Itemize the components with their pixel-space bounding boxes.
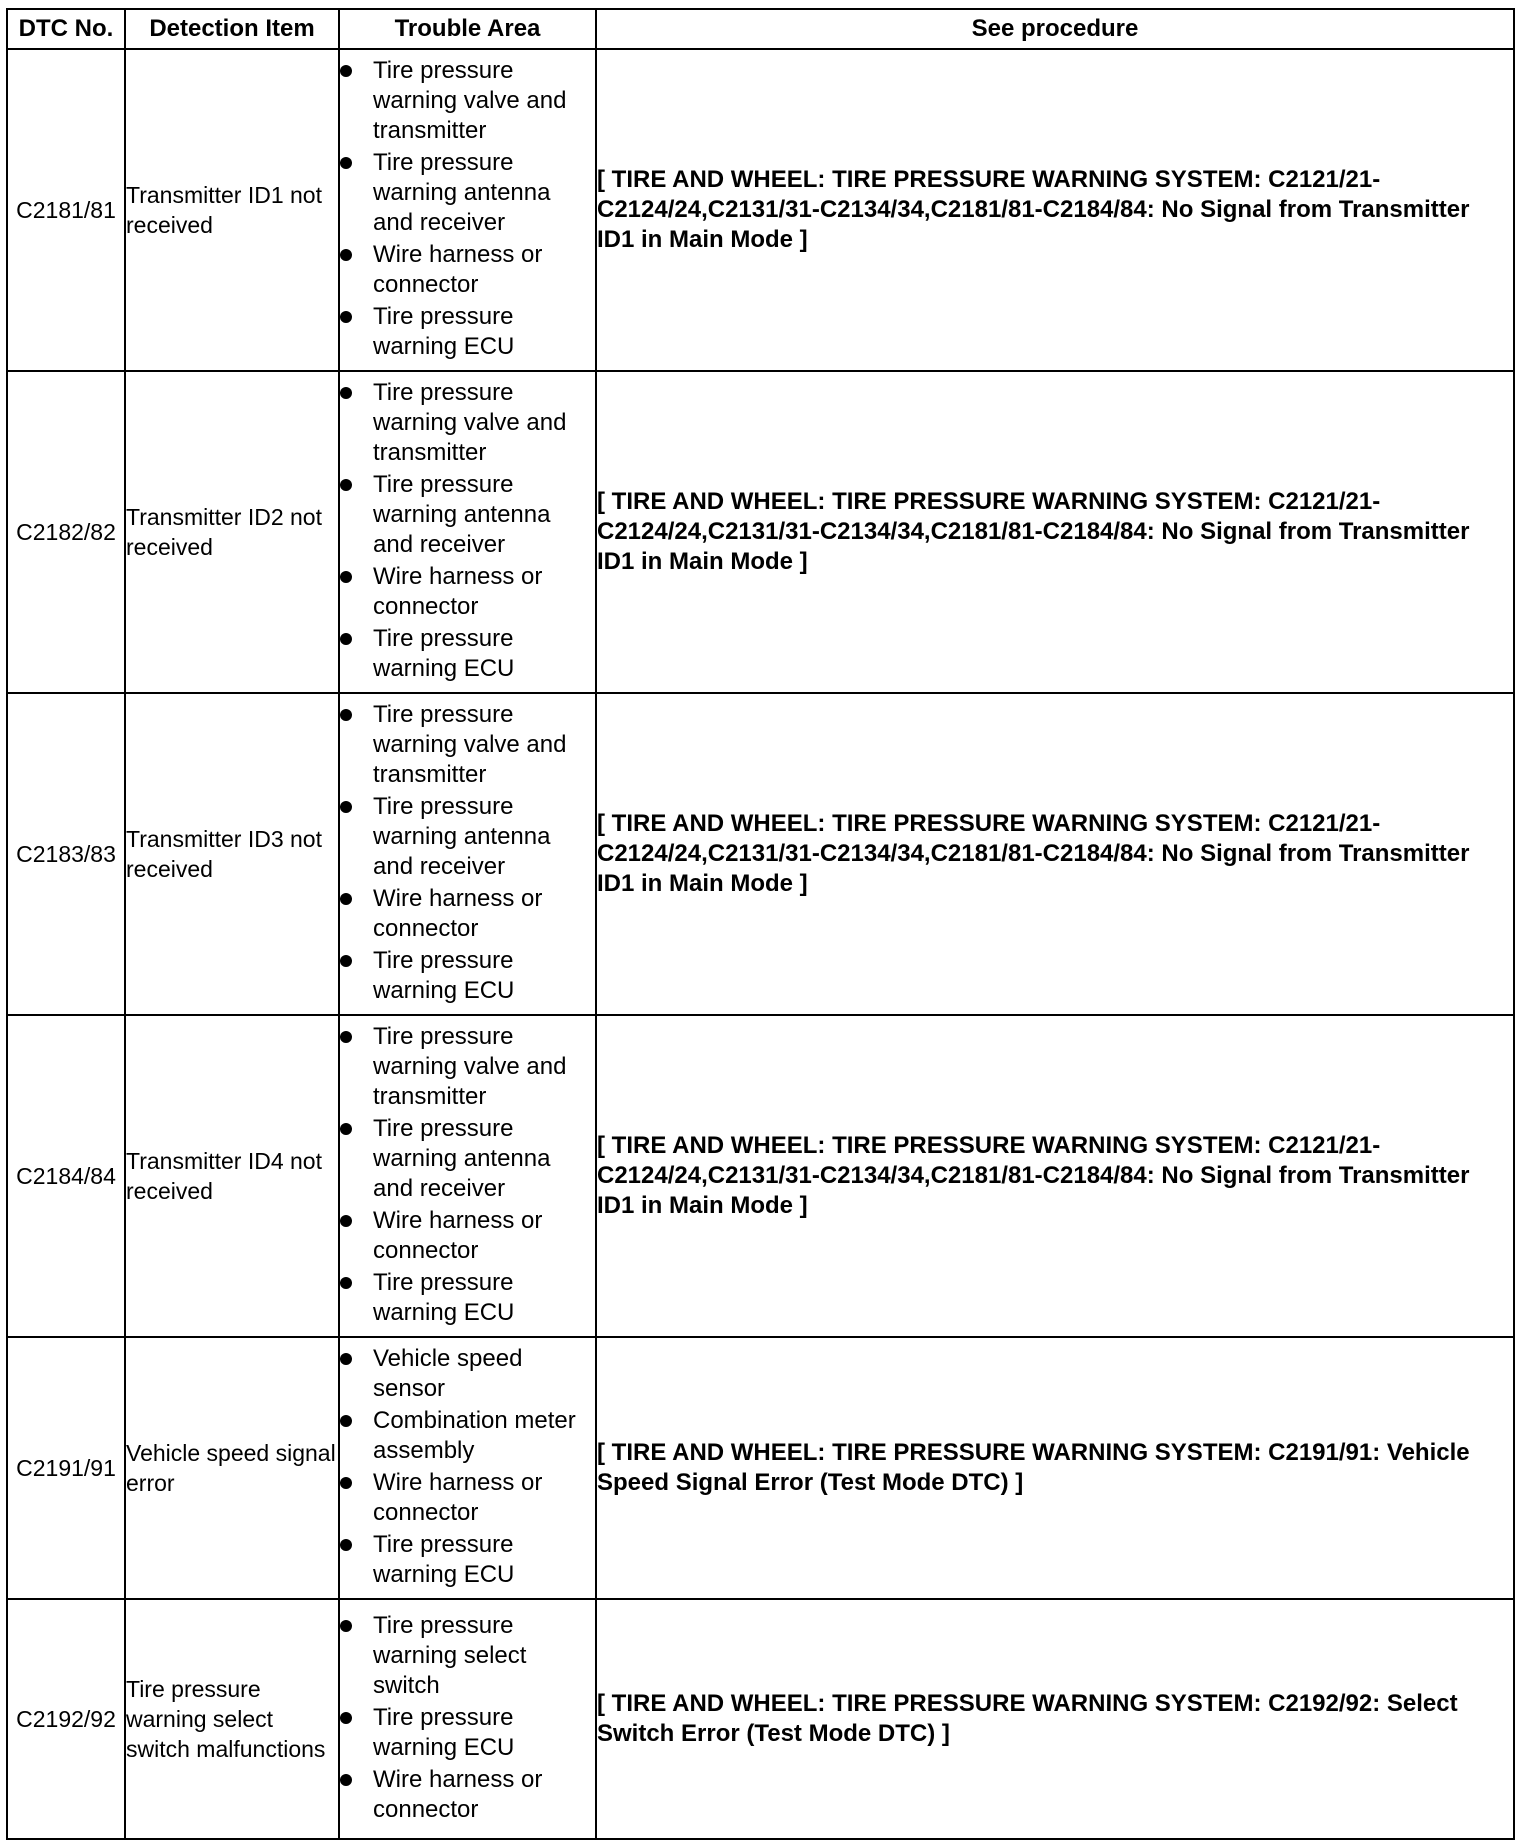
trouble-area-item: Wire harness or connector bbox=[340, 884, 595, 944]
procedure-link: [ TIRE AND WHEEL: TIRE PRESSURE WARNING SYSTEM: C2191/91: Vehicle Speed Signal Error (Test Mode DTC) ] bbox=[596, 1337, 1514, 1599]
bullet-icon bbox=[340, 65, 352, 77]
trouble-area-item: Tire pressure warning ECU bbox=[340, 1268, 595, 1328]
trouble-area bbox=[339, 693, 596, 1015]
trouble-area-item: Tire pressure warning ECU bbox=[340, 624, 595, 684]
bullet-icon bbox=[340, 893, 352, 905]
dtc-table bbox=[6, 8, 1515, 1840]
dtc-code: C2192/92 bbox=[7, 1599, 125, 1839]
table-row bbox=[7, 1015, 1514, 1337]
detection-item: Transmitter ID3 not received bbox=[125, 693, 339, 1015]
bullet-icon bbox=[340, 479, 352, 491]
trouble-area-item: Tire pressure warning ECU bbox=[340, 1703, 595, 1763]
bullet-icon bbox=[340, 1477, 352, 1489]
bullet-icon bbox=[340, 633, 352, 645]
bullet-icon bbox=[340, 387, 352, 399]
trouble-area-item: Wire harness or connector bbox=[340, 1765, 595, 1825]
procedure-link: [ TIRE AND WHEEL: TIRE PRESSURE WARNING SYSTEM: C2121/21-C2124/24,C2131/31-C2134/34,C2181/81-C2184/84: No Signal from Transmitter ID1 in Main Mode ] bbox=[596, 1015, 1514, 1337]
bullet-icon bbox=[340, 1215, 352, 1227]
bullet-icon bbox=[340, 1123, 352, 1135]
trouble-area-item: Wire harness or connector bbox=[340, 1206, 595, 1266]
trouble-area bbox=[339, 49, 596, 371]
trouble-area-item: Tire pressure warning antenna and receiver bbox=[340, 470, 595, 560]
bullet-icon bbox=[340, 801, 352, 813]
bullet-icon bbox=[340, 1277, 352, 1289]
dtc-code: C2181/81 bbox=[7, 49, 125, 371]
trouble-area-item: Tire pressure warning ECU bbox=[340, 946, 595, 1006]
bullet-icon bbox=[340, 1031, 352, 1043]
table-row bbox=[7, 371, 1514, 693]
bullet-icon bbox=[340, 1774, 352, 1786]
dtc-code: C2183/83 bbox=[7, 693, 125, 1015]
detection-item: Transmitter ID2 not received bbox=[125, 371, 339, 693]
trouble-area-item: Tire pressure warning antenna and receiver bbox=[340, 1114, 595, 1204]
dtc-code: C2182/82 bbox=[7, 371, 125, 693]
trouble-area-item: Tire pressure warning antenna and receiver bbox=[340, 792, 595, 882]
trouble-area-item: Combination meter assembly bbox=[340, 1406, 595, 1466]
trouble-area-item: Tire pressure warning valve and transmitter bbox=[340, 700, 595, 790]
header-trouble-area: Trouble Area bbox=[339, 9, 596, 49]
trouble-area bbox=[339, 1337, 596, 1599]
header-detection-item: Detection Item bbox=[125, 9, 339, 49]
bullet-icon bbox=[340, 1539, 352, 1551]
dtc-code: C2191/91 bbox=[7, 1337, 125, 1599]
detection-item: Transmitter ID4 not received bbox=[125, 1015, 339, 1337]
bullet-icon bbox=[340, 955, 352, 967]
trouble-area-item: Tire pressure warning valve and transmitter bbox=[340, 56, 595, 146]
bullet-icon bbox=[340, 1620, 352, 1632]
trouble-area-item: Wire harness or connector bbox=[340, 240, 595, 300]
procedure-link: [ TIRE AND WHEEL: TIRE PRESSURE WARNING SYSTEM: C2121/21-C2124/24,C2131/31-C2134/34,C2181/81-C2184/84: No Signal from Transmitter ID1 in Main Mode ] bbox=[596, 49, 1514, 371]
procedure-link: [ TIRE AND WHEEL: TIRE PRESSURE WARNING SYSTEM: C2192/92: Select Switch Error (Test Mode DTC) ] bbox=[596, 1599, 1514, 1839]
bullet-icon bbox=[340, 249, 352, 261]
trouble-area-item: Tire pressure warning valve and transmitter bbox=[340, 378, 595, 468]
trouble-area-item: Tire pressure warning antenna and receiver bbox=[340, 148, 595, 238]
bullet-icon bbox=[340, 1353, 352, 1365]
trouble-area-item: Tire pressure warning ECU bbox=[340, 302, 595, 362]
trouble-area-item: Vehicle speed sensor bbox=[340, 1344, 595, 1404]
table-row bbox=[7, 693, 1514, 1015]
bullet-icon bbox=[340, 157, 352, 169]
bullet-icon bbox=[340, 1712, 352, 1724]
trouble-area bbox=[339, 371, 596, 693]
detection-item: Transmitter ID1 not received bbox=[125, 49, 339, 371]
trouble-area-item: Tire pressure warning ECU bbox=[340, 1530, 595, 1590]
detection-item: Tire pressure warning select switch malfunctions bbox=[125, 1599, 339, 1839]
trouble-area bbox=[339, 1015, 596, 1337]
dtc-code: C2184/84 bbox=[7, 1015, 125, 1337]
table-header-row bbox=[7, 9, 1514, 49]
trouble-area-item: Wire harness or connector bbox=[340, 562, 595, 622]
table-row bbox=[7, 49, 1514, 371]
bullet-icon bbox=[340, 1415, 352, 1427]
procedure-link: [ TIRE AND WHEEL: TIRE PRESSURE WARNING SYSTEM: C2121/21-C2124/24,C2131/31-C2134/34,C2181/81-C2184/84: No Signal from Transmitter ID1 in Main Mode ] bbox=[596, 371, 1514, 693]
trouble-area-item: Tire pressure warning valve and transmitter bbox=[340, 1022, 595, 1112]
detection-item: Vehicle speed signal error bbox=[125, 1337, 339, 1599]
procedure-link: [ TIRE AND WHEEL: TIRE PRESSURE WARNING SYSTEM: C2121/21-C2124/24,C2131/31-C2134/34,C2181/81-C2184/84: No Signal from Transmitter ID1 in Main Mode ] bbox=[596, 693, 1514, 1015]
bullet-icon bbox=[340, 311, 352, 323]
bullet-icon bbox=[340, 709, 352, 721]
trouble-area-item: Wire harness or connector bbox=[340, 1468, 595, 1528]
header-dtc-no: DTC No. bbox=[7, 9, 125, 49]
table-row bbox=[7, 1337, 1514, 1599]
table-row bbox=[7, 1599, 1514, 1839]
trouble-area bbox=[339, 1599, 596, 1839]
bullet-icon bbox=[340, 571, 352, 583]
trouble-area-item: Tire pressure warning select switch bbox=[340, 1611, 595, 1701]
header-see-procedure: See procedure bbox=[596, 9, 1514, 49]
